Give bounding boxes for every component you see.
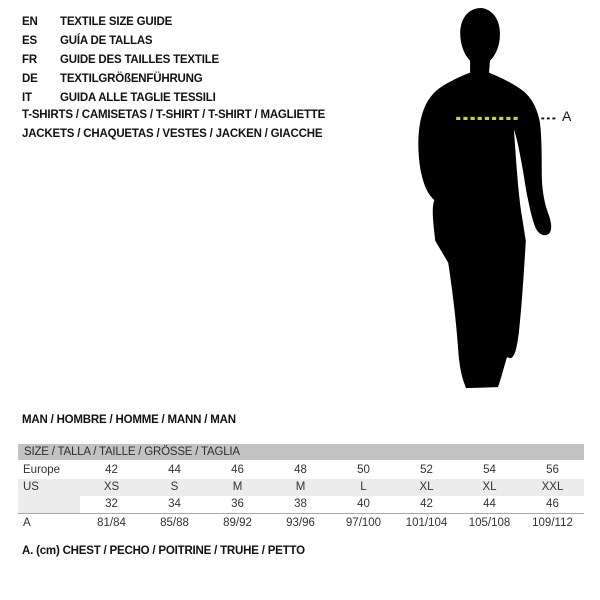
- table-row-chest-cm: [18, 513, 584, 532]
- row-label: [18, 496, 80, 513]
- table-cell: 46: [546, 498, 559, 510]
- table-cell: 36: [231, 498, 244, 510]
- language-label: TEXTILGRÖßENFÜHRUNG: [60, 73, 203, 85]
- language-code: EN: [22, 16, 38, 28]
- table-cell: 81/84: [97, 517, 126, 529]
- table-cell: L: [332, 479, 395, 496]
- table-cell: 97/100: [345, 517, 382, 529]
- size-table: [18, 444, 584, 532]
- table-cell: M: [269, 479, 332, 496]
- table-cell: S: [143, 479, 206, 496]
- table-cell: XL: [395, 479, 458, 496]
- category-line-tshirts: T-SHIRTS / CAMISETAS / T-SHIRT / T-SHIRT / MAGLIETTE: [22, 109, 326, 121]
- table-cell: XS: [80, 479, 143, 496]
- table-cell: 56: [546, 464, 559, 476]
- list-item: [22, 32, 219, 51]
- table-cell: 44: [483, 498, 496, 510]
- table-cell: 34: [168, 498, 181, 510]
- table-cell: 50: [357, 464, 370, 476]
- language-code: ES: [22, 35, 37, 47]
- table-row-us: [18, 479, 584, 496]
- table-cell: 38: [294, 498, 307, 510]
- section-title-man: MAN / HOMBRE / HOMME / MANN / MAN: [22, 414, 236, 426]
- table-cell: 46: [231, 464, 244, 476]
- table-cell: 109/112: [532, 517, 573, 529]
- row-label: US: [18, 479, 80, 496]
- table-cell: 40: [357, 498, 370, 510]
- table-cell: 44: [168, 464, 181, 476]
- man-silhouette-figure: [398, 2, 583, 405]
- table-cell: 89/92: [223, 517, 252, 529]
- language-code: FR: [22, 54, 37, 66]
- table-cell: 32: [105, 498, 118, 510]
- language-label: TEXTILE SIZE GUIDE: [60, 16, 173, 28]
- table-cell: 42: [420, 498, 433, 510]
- language-label: GUIDE DES TAILLES TEXTILE: [60, 54, 219, 66]
- measure-label-a: A: [562, 108, 572, 124]
- table-cell: M: [206, 479, 269, 496]
- list-item: [22, 13, 219, 32]
- table-cell: 101/104: [405, 517, 448, 529]
- language-label: GUIDA ALLE TAGLIE TESSILI: [60, 92, 216, 104]
- table-cell: 52: [420, 464, 433, 476]
- measure-footnote: A. (cm) CHEST / PECHO / POITRINE / TRUHE / PETTO: [22, 545, 305, 557]
- language-list: [22, 13, 219, 108]
- table-cell: 85/88: [160, 517, 189, 529]
- man-silhouette-icon: [418, 8, 551, 388]
- table-row-europe: [18, 462, 584, 479]
- size-table-header: SIZE / TALLA / TAILLE / GRÖSSE / TAGLIA: [18, 444, 584, 460]
- row-label: A: [23, 517, 31, 529]
- table-cell: 42: [105, 464, 118, 476]
- table-cell: 105/108: [468, 517, 511, 529]
- language-code: DE: [22, 73, 38, 85]
- language-code: IT: [22, 92, 32, 104]
- category-line-jackets: JACKETS / CHAQUETAS / VESTES / JACKEN / GIACCHE: [22, 128, 323, 140]
- table-cell: 54: [483, 464, 496, 476]
- table-cell: 93/96: [286, 517, 315, 529]
- list-item: [22, 51, 219, 70]
- table-cell: XXL: [521, 479, 584, 496]
- table-row-us-numeric: [18, 496, 584, 513]
- table-cell: 48: [294, 464, 307, 476]
- table-cell: XL: [458, 479, 521, 496]
- language-label: GUÍA DE TALLAS: [60, 35, 153, 47]
- category-lines: [22, 106, 325, 144]
- row-label: Europe: [23, 464, 61, 476]
- list-item: [22, 70, 219, 89]
